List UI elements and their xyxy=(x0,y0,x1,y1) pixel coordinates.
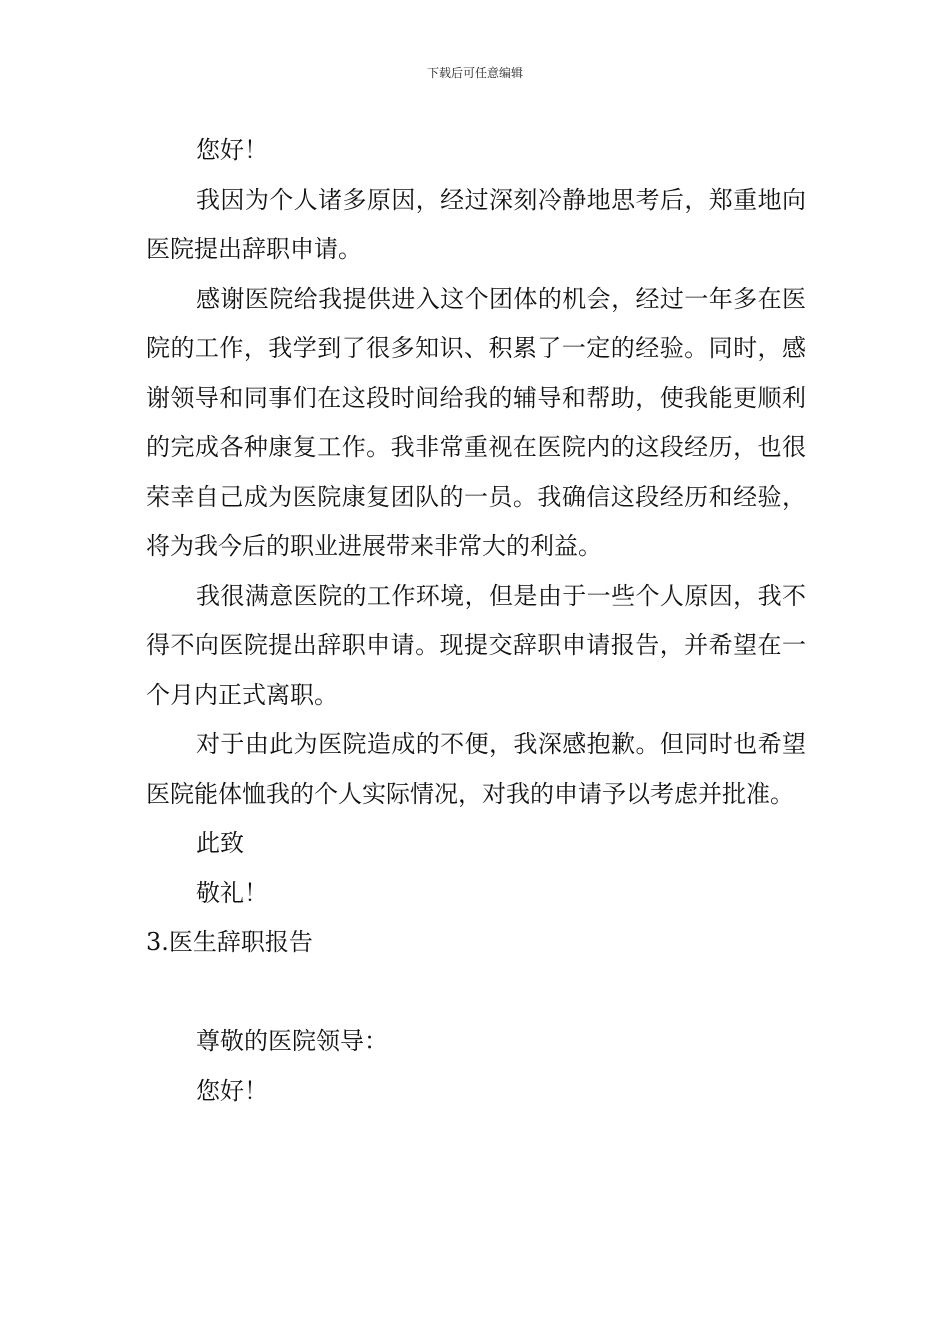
paragraph-reason: 我因为个人诸多原因，经过深刻冷静地思考后，郑重地向医院提出辞职申请。 xyxy=(146,185,806,263)
paragraph-request: 我很满意医院的工作环境，但是由于一些个人原因，我不得不向医院提出辞职申请。现提交辞职申请报告，并希望在一个月内正式离职。 xyxy=(146,581,806,709)
greeting-second: 您好！ xyxy=(196,1076,268,1105)
paragraph-gratitude: 感谢医院给我提供进入这个团体的机会，经过一年多在医院的工作，我学到了很多知识、积累了一定的经验。同时，感谢领导和同事们在这段时间给我的辅导和帮助，使我能更顺利的完成各种康复工作。我非常重视在医院内的这段经历，也很荣幸自己成为医院康复团队的一员。我确信这段经历和经验，将为我今后的职业进展带来非常大的利益。 xyxy=(146,284,806,560)
document-body xyxy=(146,126,806,1116)
blank-line xyxy=(146,968,806,1018)
page-header-note: 下载后可任意编辑 xyxy=(426,66,523,80)
closing-cizhi: 此致 xyxy=(196,829,244,857)
greeting: 您好！ xyxy=(196,136,268,164)
salutation: 尊敬的医院领导： xyxy=(196,1027,388,1055)
closing-jingli: 敬礼！ xyxy=(196,878,268,907)
section-heading: 3.医生辞职报告 xyxy=(146,928,313,956)
paragraph-apology: 对于由此为医院造成的不便，我深感抱歉。但同时也希望医院能体恤我的个人实际情况，对我的申请予以考虑并批准。 xyxy=(146,730,806,808)
